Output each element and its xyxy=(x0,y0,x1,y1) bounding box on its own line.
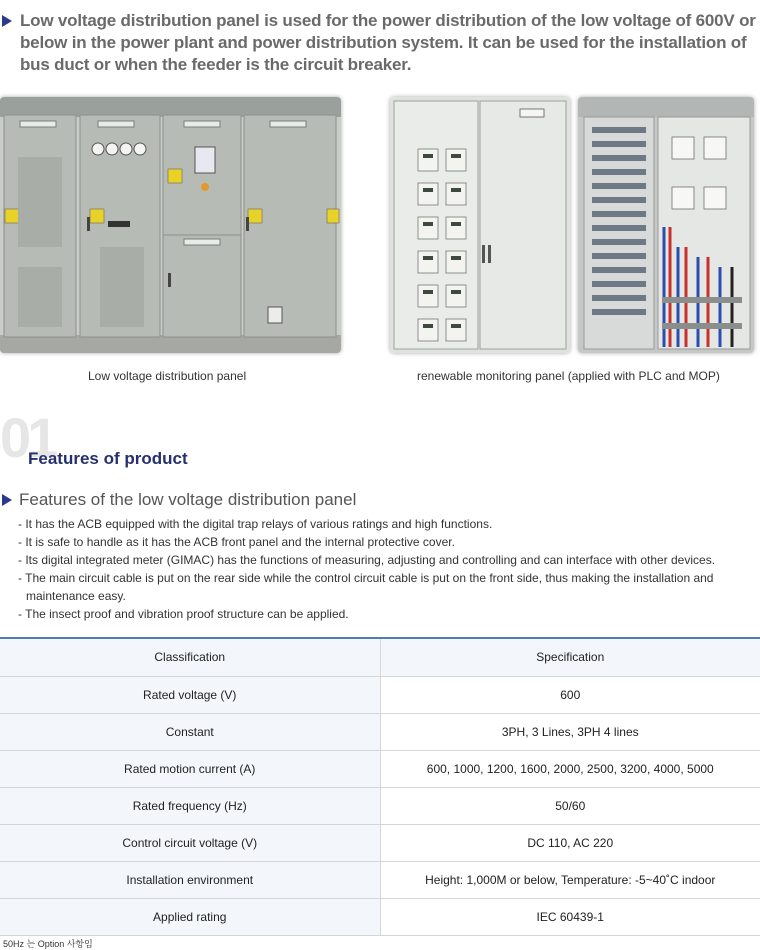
caption-right: renewable monitoring panel (applied with PLC and MOP) xyxy=(417,369,720,383)
list-item: - It is safe to handle as it has the ACB front panel and the internal protective cover. xyxy=(18,535,455,549)
photo-low-voltage-panel xyxy=(0,97,341,353)
features-block xyxy=(0,490,760,623)
photo-monitoring-panel-wiring xyxy=(578,97,754,353)
row-key: Applied rating xyxy=(0,898,380,935)
wiring-illustration xyxy=(578,97,754,353)
row-value: 50/60 xyxy=(380,787,760,824)
row-value: IEC 60439-1 xyxy=(380,898,760,935)
intro-text: Low voltage distribution panel is used for the power distribution of the low voltage of 600V or below in the power plant and power distribution system. It can be used for the installation of bus duct or when the feeder is the circuit breaker. xyxy=(20,11,756,74)
row-value: 600 xyxy=(380,676,760,713)
table-row xyxy=(0,824,760,861)
panel-illustration xyxy=(0,97,341,353)
row-value: 3PH, 3 Lines, 3PH 4 lines xyxy=(380,713,760,750)
section-title: Features of product xyxy=(28,449,188,468)
table-row xyxy=(0,676,760,713)
photo-monitoring-panel-front xyxy=(390,97,570,353)
list-item: - The insect proof and vibration proof structure can be applied. xyxy=(18,607,349,621)
list-item: - Its digital integrated meter (GIMAC) has the functions of measuring, adjusting and controlling and can interface with other devices. xyxy=(18,553,716,567)
row-value: Height: 1,000M or below, Temperature: -5~40˚C indoor xyxy=(380,861,760,898)
list-item: - The main circuit cable is put on the rear side while the control circuit cable is put on the front side, thus making the installation and maintenance easy. xyxy=(18,571,714,603)
row-key: Constant xyxy=(0,713,380,750)
spec-table xyxy=(0,637,760,936)
row-key: Control circuit voltage (V) xyxy=(0,824,380,861)
triangle-bullet-icon xyxy=(2,15,12,27)
header-specification: Specification xyxy=(380,638,760,676)
row-key: Rated voltage (V) xyxy=(0,676,380,713)
table-row xyxy=(0,861,760,898)
caption-left: Low voltage distribution panel xyxy=(88,369,247,383)
row-key: Installation environment xyxy=(0,861,380,898)
features-heading: Features of the low voltage distribution panel xyxy=(19,490,357,509)
table-header-row xyxy=(0,638,760,676)
row-value: 600, 1000, 1200, 1600, 2000, 2500, 3200, 4000, 5000 xyxy=(380,750,760,787)
intro-block xyxy=(0,10,760,76)
row-key: Rated frequency (Hz) xyxy=(0,787,380,824)
footnote: 50Hz 는 Option 사항임 xyxy=(3,939,93,949)
monitoring-panel-illustration xyxy=(390,97,570,353)
triangle-bullet-icon xyxy=(2,494,12,506)
section-number: 01 xyxy=(0,406,55,469)
list-item: - It has the ACB equipped with the digital trap relays of various ratings and high functions. xyxy=(18,517,493,531)
table-row xyxy=(0,750,760,787)
table-row xyxy=(0,787,760,824)
row-key: Rated motion current (A) xyxy=(0,750,380,787)
table-row xyxy=(0,713,760,750)
row-value: DC 110, AC 220 xyxy=(380,824,760,861)
table-row xyxy=(0,898,760,935)
header-classification: Classification xyxy=(0,638,380,676)
features-list xyxy=(18,515,760,623)
